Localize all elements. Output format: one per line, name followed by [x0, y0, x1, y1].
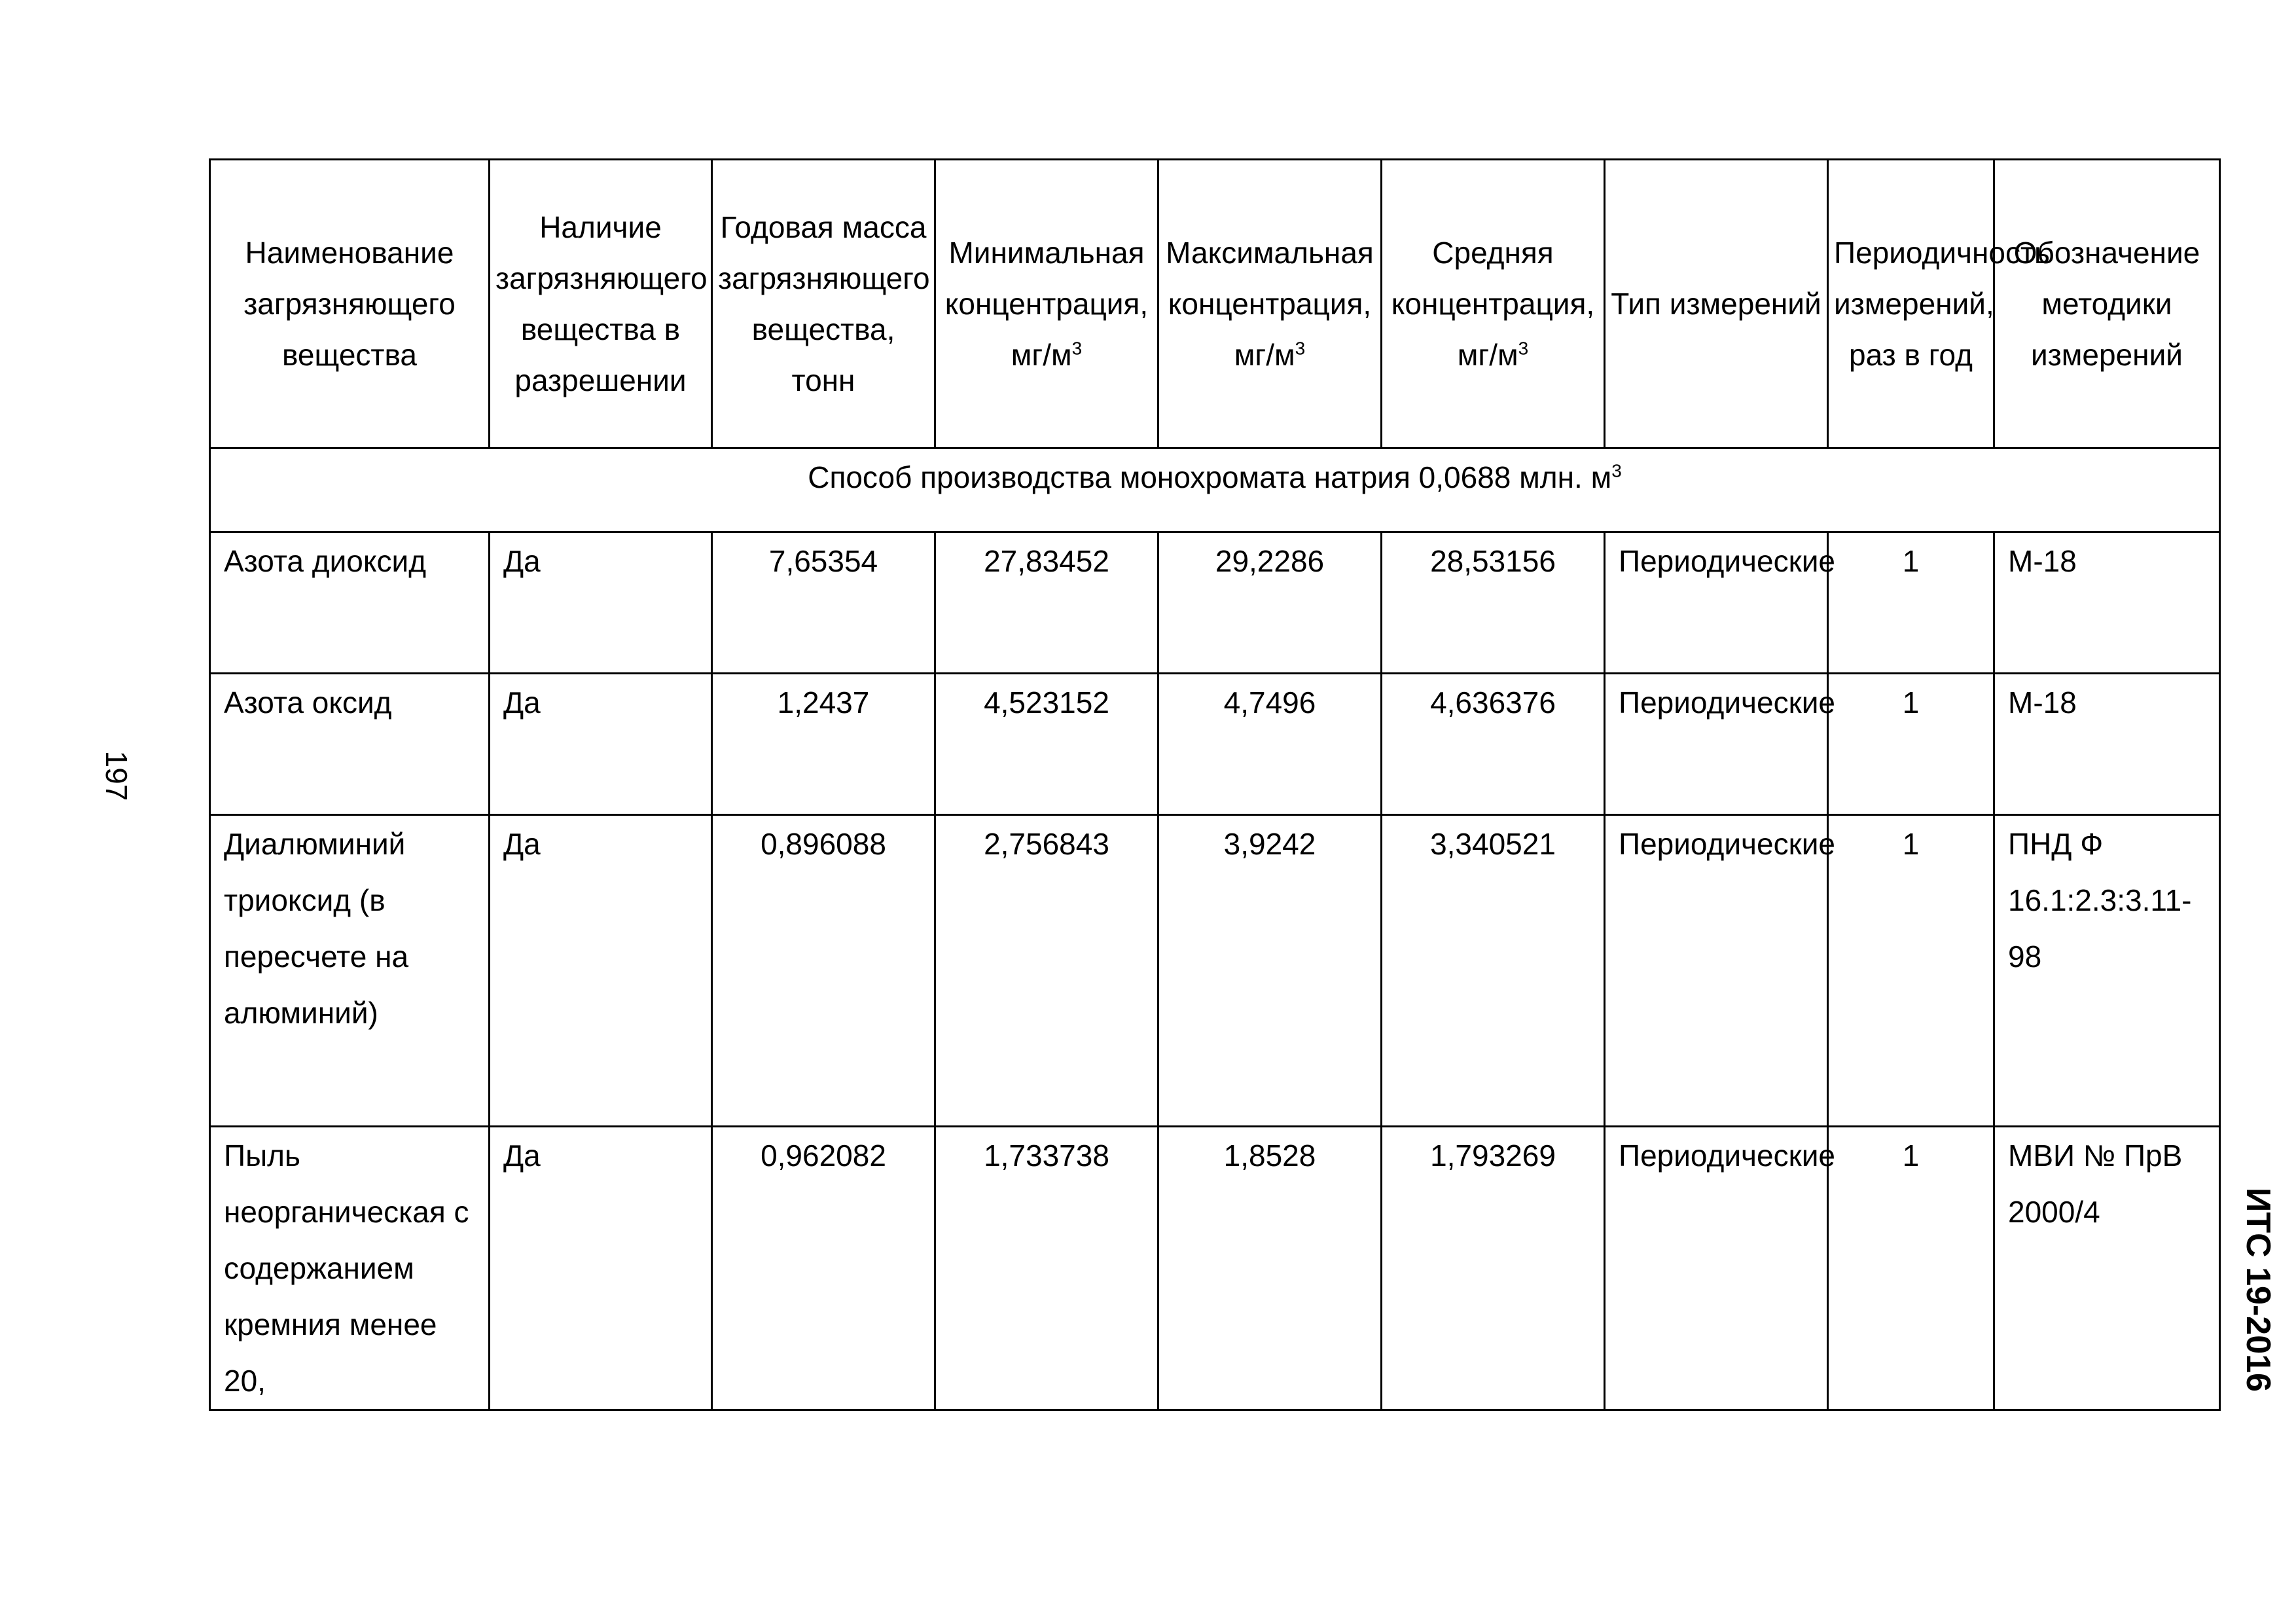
header-annual-mass: Годовая масса загрязняющего вещества, тонн: [712, 160, 935, 448]
cell-frequency: 1: [1828, 532, 1994, 674]
page-number: 197: [99, 750, 134, 801]
header-measure-type: Тип измерений: [1605, 160, 1828, 448]
cell-method: МВИ № ПрВ 2000/4: [1994, 1127, 2220, 1410]
cell-max-conc: 4,7496: [1158, 674, 1382, 815]
cell-max-conc: 1,8528: [1158, 1127, 1382, 1410]
cell-annual-mass: 0,896088: [712, 815, 935, 1127]
cell-substance: Азота диоксид: [210, 532, 490, 674]
section-title: Способ производства монохромата натрия 0,0688 млн. $м^3$: [210, 448, 2220, 532]
cell-substance: Диалюминий триоксид (в пересчете на алюминий): [210, 815, 490, 1127]
header-method: Обозначение методики измерений: [1994, 160, 2220, 448]
cell-measure-type: Периодические: [1605, 815, 1828, 1127]
table-row: [210, 674, 2220, 815]
cell-max-conc: 29,2286: [1158, 532, 1382, 674]
cell-substance: Азота оксид: [210, 674, 490, 815]
cell-frequency: 1: [1828, 674, 1994, 815]
cell-method: ПНД Ф 16.1:2.3:3.11-98: [1994, 815, 2220, 1127]
cell-substance: Пыль неорганическая с содержанием кремния менее 20,: [210, 1127, 490, 1410]
cell-method: М-18: [1994, 532, 2220, 674]
header-max-conc: Максимальная концентрация, $мг/м^3$: [1158, 160, 1382, 448]
cell-avg-conc: 4,636376: [1382, 674, 1605, 815]
cell-avg-conc: 3,340521: [1382, 815, 1605, 1127]
cell-min-conc: 27,83452: [935, 532, 1158, 674]
cell-annual-mass: 7,65354: [712, 532, 935, 674]
cell-max-conc: 3,9242: [1158, 815, 1382, 1127]
cell-frequency: 1: [1828, 815, 1994, 1127]
cell-frequency: 1: [1828, 1127, 1994, 1410]
header-min-conc: Минимальная концентрация, $мг/м^3$: [935, 160, 1158, 448]
table-row: [210, 1127, 2220, 1410]
cell-in-permit: Да: [490, 1127, 712, 1410]
table-row: [210, 815, 2220, 1127]
document-code: ИТС 19-2016: [2239, 1188, 2277, 1392]
table-header-row: [210, 160, 2220, 448]
cell-min-conc: 2,756843: [935, 815, 1158, 1127]
table-row: [210, 532, 2220, 674]
header-frequency: Периодичность измерений, раз в год: [1828, 160, 1994, 448]
cell-measure-type: Периодические: [1605, 674, 1828, 815]
emissions-table: [209, 158, 2221, 1411]
cell-measure-type: Периодические: [1605, 1127, 1828, 1410]
cell-min-conc: 1,733738: [935, 1127, 1158, 1410]
cell-min-conc: 4,523152: [935, 674, 1158, 815]
cell-in-permit: Да: [490, 532, 712, 674]
cell-method: М-18: [1994, 674, 2220, 815]
section-row: [210, 448, 2220, 532]
cell-annual-mass: 0,962082: [712, 1127, 935, 1410]
cell-in-permit: Да: [490, 674, 712, 815]
cell-measure-type: Периодические: [1605, 532, 1828, 674]
cell-annual-mass: 1,2437: [712, 674, 935, 815]
cell-avg-conc: 1,793269: [1382, 1127, 1605, 1410]
cell-avg-conc: 28,53156: [1382, 532, 1605, 674]
header-avg-conc: Средняя концентрация, $мг/м^3$: [1382, 160, 1605, 448]
header-in-permit: Наличие загрязняющего вещества в разрешении: [490, 160, 712, 448]
header-substance: Наименование загрязняющего вещества: [210, 160, 490, 448]
cell-in-permit: Да: [490, 815, 712, 1127]
